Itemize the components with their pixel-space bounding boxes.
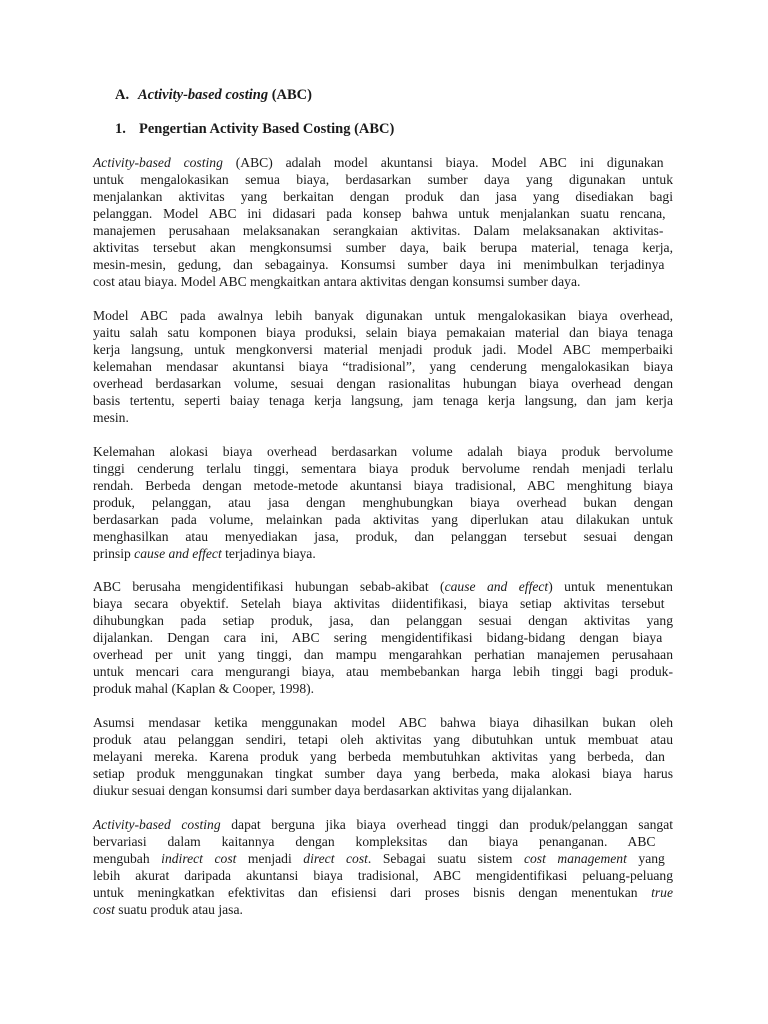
text-line (93, 766, 673, 783)
italic-term: cause and effect (134, 545, 222, 561)
sub-heading (115, 121, 394, 138)
paragraph-6 (93, 817, 673, 919)
text-run: pelanggan. Model ABC ini didasari pada konsep bahwa untuk menjalankan suatu rencana, (93, 205, 666, 221)
text-run: kerja langsung, untuk mengkonversi material menjadi produk jadi. Model ABC memperbaiki (93, 341, 673, 357)
text-line (93, 546, 673, 563)
text-line (93, 376, 673, 393)
text-run: Kelemahan alokasi biaya overhead berdasarkan volume adalah biaya produk bervolume (93, 444, 673, 459)
text-line (93, 206, 673, 223)
text-run: ABC berusaha mengidentifikasi hubungan sebab-akibat ( (93, 579, 445, 594)
section-heading (115, 87, 312, 104)
text-line (93, 732, 673, 749)
text-run: produk mahal (Kaplan & Cooper, 1998). (93, 680, 315, 696)
text-line (93, 461, 673, 478)
text-line (93, 444, 673, 461)
text-run: basis tertentu, seperti baiay tenaga kerja langsung, jam tenaga kerja langsung, dan jam kerja (93, 392, 673, 408)
italic-term: cost management (523, 850, 627, 866)
text-run: untuk meningkatkan efektivitas dan efisiensi dari proses bisnis dengan menentukan (93, 884, 652, 900)
text-run: (ABC) adalah model akuntansi biaya. Model ABC ini digunakan (222, 155, 664, 170)
text-line (93, 172, 673, 189)
text-line (93, 834, 673, 851)
text-run: lebih akurat daripada akuntansi biaya tradisional, ABC mengidentifikasi peluang-peluang (93, 867, 673, 883)
text-run: bervariasi dalam kaitannya dengan kompleksitas dan biaya penanganan. ABC (93, 833, 656, 849)
text-line (93, 902, 673, 919)
text-run: terjadinya biaya. (221, 545, 316, 561)
paragraph-5 (93, 715, 673, 800)
text-run: diukur sesuai dengan konsumsi dari sumber daya berdasarkan aktivitas yang dijalankan. (93, 782, 573, 798)
text-run: yang (626, 850, 665, 866)
text-run: dijalankan. Dengan cara ini, ABC sering mengidentifikasi bidang-bidang dengan biaya (93, 629, 663, 645)
text-run: . Sebagai suatu sistem (367, 850, 524, 866)
text-run: overhead per unit yang tinggi, dan mampu mengarahkan perhatian manajemen perusahaan (93, 646, 673, 662)
text-run: menjadi (236, 850, 304, 866)
text-line (93, 325, 673, 342)
text-run: suatu produk atau jasa. (114, 901, 243, 917)
italic-term: cost (93, 901, 115, 917)
section-heading-rest: (ABC) (268, 87, 312, 103)
text-line (93, 359, 673, 376)
paragraph-3 (93, 444, 673, 563)
text-line (93, 817, 673, 834)
text-run: untuk mengalokasikan semua biaya, berdasarkan sumber daya yang digunakan untuk (93, 171, 673, 187)
text-run: mesin. (93, 409, 129, 425)
text-line (93, 783, 673, 800)
text-run: untuk mencari cara mengurangi biaya, atau membebankan harga lebih tinggi bagi produk- (93, 663, 673, 679)
italic-term: Activity-based costing (93, 817, 221, 832)
text-run: manajemen perusahaan melaksanakan serangkaian aktivitas. Dalam melaksanakan aktivitas- (93, 222, 664, 238)
text-line (93, 274, 673, 291)
text-run: melayani mereka. Karena produk yang berbeda membutuhkan aktivitas yang berbeda, dan (93, 748, 665, 764)
text-run: mengubah (93, 850, 162, 866)
sub-heading-text: Pengertian Activity Based Costing (ABC) (139, 121, 395, 137)
text-run: overhead berdasarkan volume, sesuai dengan rasionalitas hubungan biaya overhead dengan (93, 375, 673, 391)
text-run: produk atau pelanggan sendiri, tetapi oleh aktivitas yang dibutuhkan untuk membuat atau (93, 731, 673, 747)
paragraph-1 (93, 155, 673, 291)
text-run: cost atau biaya. Model ABC mengkaitkan antara aktivitas dengan konsumsi sumber daya. (93, 273, 581, 289)
text-run: prinsip (93, 545, 135, 561)
italic-term: true (651, 884, 673, 900)
text-line (93, 495, 673, 512)
text-run: dihubungkan pada setiap produk, jasa, dan pelanggan sesuai dengan aktivitas yang (93, 612, 673, 628)
text-line (93, 868, 673, 885)
text-run: setiap produk menggunakan tingkat sumber daya yang berbeda, maka alokasi biaya harus (93, 765, 673, 781)
text-run: biaya secara obyektif. Setelah biaya aktivitas diidentifikasi, biaya setiap aktivitas tersebut (93, 595, 665, 611)
text-line (93, 342, 673, 359)
text-line (93, 257, 673, 274)
text-line (93, 478, 673, 495)
text-line (93, 613, 673, 630)
sub-heading-number: 1. (115, 121, 126, 137)
text-run: Asumsi mendasar ketika menggunakan model ABC bahwa biaya dihasilkan bukan oleh (93, 715, 673, 730)
text-line (93, 749, 673, 766)
italic-term: direct cost (303, 850, 368, 866)
text-line (93, 308, 673, 325)
text-run: mesin-mesin, gedung, dan sebagainya. Konsumsi sumber daya ini menimbulkan terjadinya (93, 256, 665, 272)
section-heading-italic: Activity-based costing (138, 87, 269, 103)
text-line (93, 885, 673, 902)
text-run: dapat berguna jika biaya overhead tinggi dan produk/pelanggan sangat (220, 817, 674, 832)
text-line (93, 715, 673, 732)
text-run: tinggi cenderung terlalu tinggi, sementara biaya produk bervolume rendah menjadi terlalu (93, 460, 673, 476)
text-line (93, 223, 673, 240)
text-line (93, 393, 673, 410)
text-line (93, 529, 673, 546)
text-line (93, 851, 673, 868)
italic-term: cause and effect (444, 579, 549, 594)
text-line (93, 155, 673, 172)
text-run: menjalankan aktivitas yang berkaitan dengan produk dan jasa yang disediakan bagi (93, 188, 673, 204)
italic-term: Activity-based costing (93, 155, 223, 170)
text-run: kelemahan mendasar akuntansi biaya “tradisional”, yang cenderung mengalokasikan biaya (93, 358, 673, 374)
text-line (93, 410, 673, 427)
text-line (93, 596, 673, 613)
text-line (93, 630, 673, 647)
text-run: yaitu salah satu komponen biaya produksi, selain biaya pemakaian material dan biaya tenaga (93, 324, 673, 340)
text-run: Model ABC pada awalnya lebih banyak digunakan untuk mengalokasikan biaya overhead, (93, 308, 673, 323)
text-run: aktivitas tersebut akan mengkonsumsi sumber daya, baik berupa material, tenaga kerja, (93, 239, 673, 255)
text-run: rendah. Berbeda dengan metode-metode akuntansi biaya tradisional, ABC menghitung biaya (93, 477, 673, 493)
paragraph-2 (93, 308, 673, 427)
text-line (93, 240, 673, 257)
text-line (93, 664, 673, 681)
text-run: produk, pelanggan, atau jasa dengan menghubungkan biaya overhead bukan dengan (93, 494, 673, 510)
section-letter: A. (115, 87, 130, 103)
italic-term: indirect cost (161, 850, 237, 866)
text-line (93, 579, 673, 596)
paragraph-4 (93, 579, 673, 698)
text-run: berdasarkan pada volume, melainkan pada aktivitas yang diperlukan atau dilakukan untuk (93, 511, 673, 527)
text-line (93, 647, 673, 664)
text-run: ) untuk menentukan (548, 579, 673, 594)
text-line (93, 189, 673, 206)
text-run: menghasilkan atau menyediakan jasa, produk, dan pelanggan tersebut sesuai dengan (93, 528, 673, 544)
text-line (93, 681, 673, 698)
text-line (93, 512, 673, 529)
